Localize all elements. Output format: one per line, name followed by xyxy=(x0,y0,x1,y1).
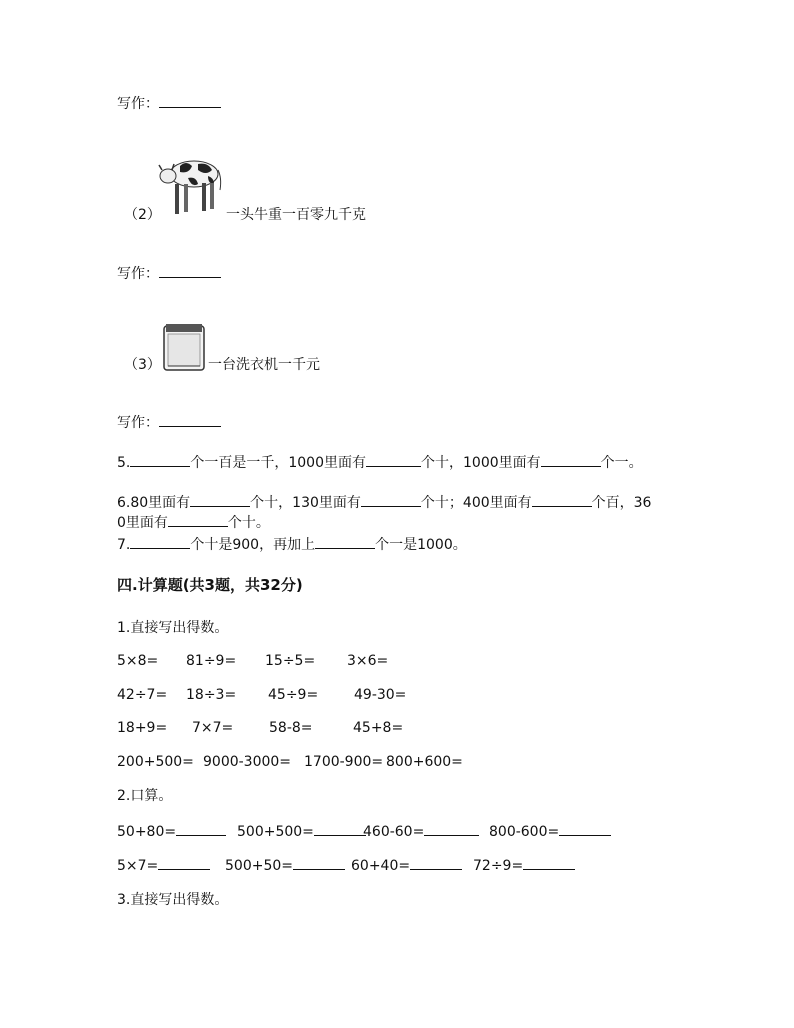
calc-item xyxy=(237,821,363,842)
calc-expr: 800-600= xyxy=(489,824,560,840)
answer-blank[interactable] xyxy=(532,492,592,507)
q6-text-3: 个十；400里面有 xyxy=(420,495,532,511)
cow-icon xyxy=(158,150,224,218)
calc1-row-3 xyxy=(117,718,403,738)
section-title: 四.计算题(共3题，共32分) xyxy=(117,576,303,594)
q3-text: 一台洗衣机一千元 xyxy=(208,357,320,373)
q3-number: （3） xyxy=(124,357,161,373)
calc-expr: 460-60= xyxy=(363,824,425,840)
q6-text-2: 个十，130里面有 xyxy=(250,495,361,511)
writing-label: 写作： xyxy=(117,96,159,112)
answer-blank[interactable] xyxy=(315,534,375,549)
q6-text-4: 个百，36 xyxy=(591,495,652,511)
calc-item: 9000-3000= xyxy=(203,754,292,770)
calc-item xyxy=(225,855,351,876)
q2-text: 一头牛重一百零九千克 xyxy=(226,207,366,223)
writing-label: 写作： xyxy=(117,415,159,431)
calc-item: 15÷5= xyxy=(265,653,316,669)
calc-item: 5×8= xyxy=(117,653,159,669)
calc-item: 7×7= xyxy=(192,720,234,736)
calc-expr: 5×7= xyxy=(117,858,159,874)
q7-number: 7. xyxy=(117,537,131,553)
q5-text-1: 个一百是一千，1000里面有 xyxy=(190,455,366,471)
q7-text-2: 个一是1000。 xyxy=(375,537,467,553)
writing-line-1 xyxy=(117,93,221,114)
answer-blank[interactable] xyxy=(523,855,575,870)
answer-blank[interactable] xyxy=(130,452,190,467)
answer-blank[interactable] xyxy=(159,263,221,278)
calc-expr: 50+80= xyxy=(117,824,177,840)
answer-blank[interactable] xyxy=(314,821,366,836)
q6-text-6: 个十。 xyxy=(227,515,270,531)
answer-blank[interactable] xyxy=(361,492,421,507)
question-5 xyxy=(117,452,643,473)
calc-item xyxy=(117,855,225,876)
calc-item: 49-30= xyxy=(354,687,407,703)
answer-blank[interactable] xyxy=(158,855,210,870)
calc-expr: 72÷9= xyxy=(473,858,524,874)
answer-blank[interactable] xyxy=(559,821,611,836)
q5-number: 5. xyxy=(117,455,131,471)
calc-expr: 500+500= xyxy=(237,824,314,840)
answer-blank[interactable] xyxy=(159,412,221,427)
calc-item: 45+8= xyxy=(353,720,404,736)
question-7 xyxy=(117,534,467,555)
calc3-title: 3.直接写出得数。 xyxy=(117,892,229,908)
q5-text-2: 个十，1000里面有 xyxy=(421,455,541,471)
answer-blank[interactable] xyxy=(130,534,190,549)
calc-item xyxy=(473,855,575,876)
calc1-title: 1.直接写出得数。 xyxy=(117,620,229,636)
calc-item: 200+500= xyxy=(117,754,194,770)
calc-item: 18÷3= xyxy=(186,687,237,703)
calc-item: 81÷9= xyxy=(186,653,237,669)
calc2-row-2 xyxy=(117,855,575,876)
question-6-line-1 xyxy=(117,492,651,513)
calc-item: 18+9= xyxy=(117,720,168,736)
q6-text-5: 0里面有 xyxy=(117,515,168,531)
calc1-row-2 xyxy=(117,685,406,705)
answer-blank[interactable] xyxy=(176,821,226,836)
calc-item: 58-8= xyxy=(269,720,313,736)
answer-blank[interactable] xyxy=(410,855,462,870)
answer-blank[interactable] xyxy=(293,855,345,870)
answer-blank[interactable] xyxy=(168,512,228,527)
calc-expr: 500+50= xyxy=(225,858,293,874)
calc-expr: 60+40= xyxy=(351,858,411,874)
answer-blank[interactable] xyxy=(541,452,601,467)
q5-text-3: 个一。 xyxy=(600,455,643,471)
writing-label: 写作： xyxy=(117,266,159,282)
answer-blank[interactable] xyxy=(366,452,421,467)
calc-item: 1700-900= xyxy=(304,754,384,770)
calc-item xyxy=(117,821,237,842)
calc-item: 42÷7= xyxy=(117,687,168,703)
calc2-row-1 xyxy=(117,821,611,842)
calc1-row-1 xyxy=(117,651,388,671)
q6-text-1: 6.80里面有 xyxy=(117,495,191,511)
q2-number: （2） xyxy=(124,207,161,223)
calc-item: 3×6= xyxy=(347,653,389,669)
calc-item: 45÷9= xyxy=(268,687,319,703)
calc-item xyxy=(489,821,611,842)
calc-item xyxy=(351,855,473,876)
washing-machine-icon xyxy=(160,322,208,372)
question-6-line-2 xyxy=(117,512,270,533)
calc-item: 800+600= xyxy=(386,754,463,770)
answer-blank[interactable] xyxy=(424,821,479,836)
calc-item xyxy=(363,821,489,842)
writing-line-3 xyxy=(117,412,221,433)
q7-text-1: 个十是900，再加上 xyxy=(190,537,316,553)
answer-blank[interactable] xyxy=(159,93,221,108)
calc1-row-4 xyxy=(117,752,463,772)
writing-line-2 xyxy=(117,263,221,284)
answer-blank[interactable] xyxy=(190,492,250,507)
calc2-title: 2.口算。 xyxy=(117,788,173,804)
